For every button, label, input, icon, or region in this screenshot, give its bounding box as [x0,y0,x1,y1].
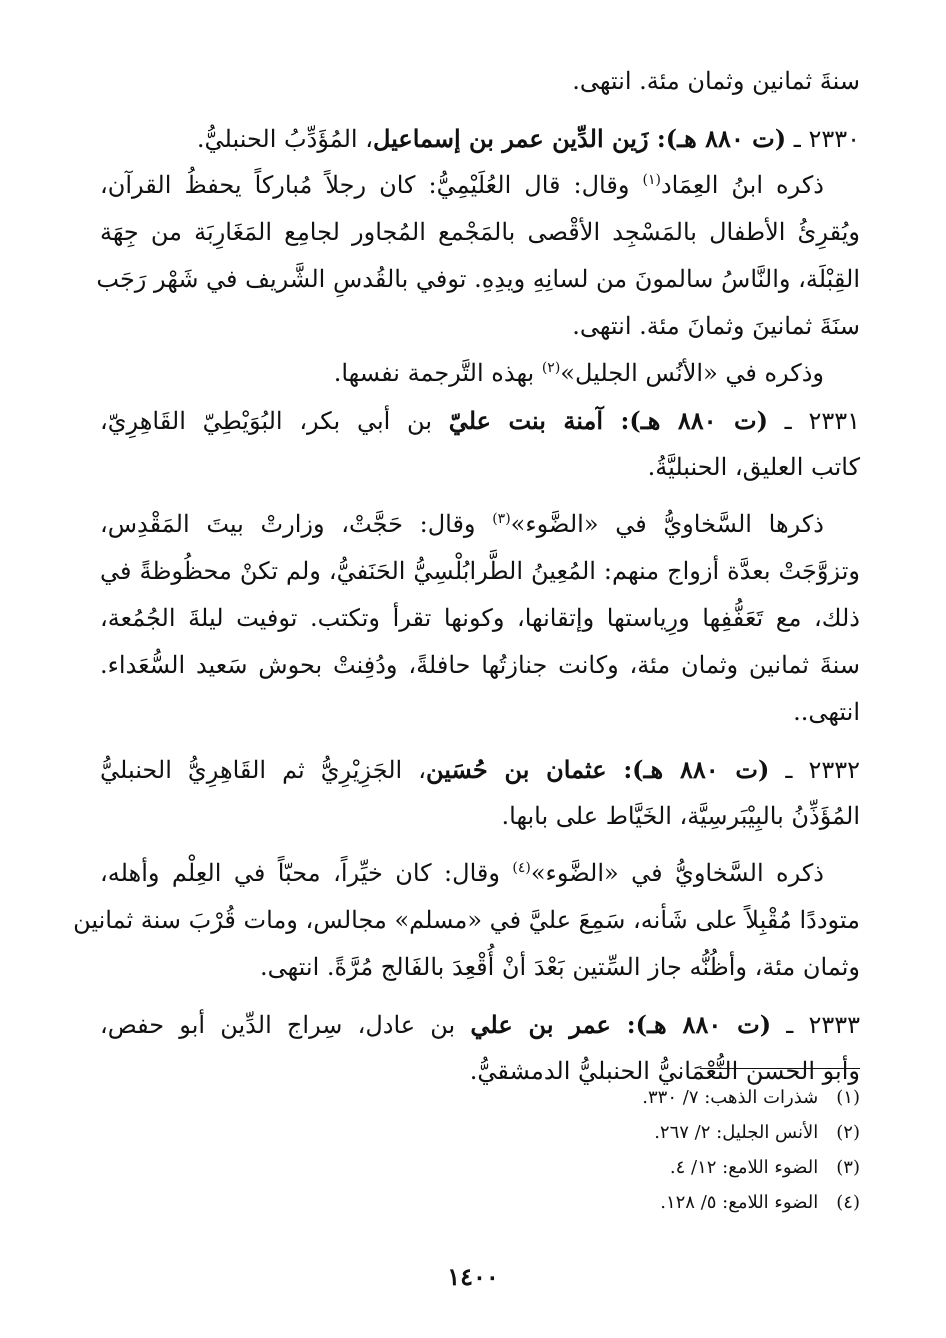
footnote-text: الضوء اللامع: ١٢/ ٤. [669,1157,819,1178]
text-line: وذكره في «الأنُس الجليل»$^{(٢)}$ بهذه التَّرجمة نفسها. [333,359,824,387]
entry-heading-2333: ٢٣٣٣ ـ (ت ٨٨٠ هـ): عمر بن علي بن عادل، سِراج الدِّين أبو حفص، [100,1010,861,1039]
text-line: ذكرها السَّخاويُّ في «الضَّوء»$^{(٣)}$ وقال: حَجَّتْ، وزارتْ بيتَ المَقْدِس، [100,510,824,538]
footnote-text: شذرات الذهب: ٧/ ٣٣٠. [642,1087,819,1108]
entry-heading-2331: ٢٣٣١ ـ (ت ٨٨٠ هـ): آمنة بنت عليّ بن أبي بكر، البُوَيْطِيّ القَاهِرِيّ، [100,406,860,435]
text-line: سنَةَ ثمانينَ وثمانَ مئة. انتهى. [572,312,860,340]
footnote-number: (٢) [836,1122,860,1143]
text-line: ذلك، مع تَعَفُّفِها ورِياستها وإتقانها، وكونها تقرأ وتكتب. توفيت ليلةَ الجُمُعة، [100,604,860,632]
entry-gap [100,840,860,850]
footnote-2 [360,1115,860,1150]
text-line: وأبو الحسن النُّعْمَانيُّ الحنبليُّ الدمشقيُّ. [469,1057,860,1085]
text-line: ذكره السَّخاويُّ في «الضَّوء»$^{(٤)}$ وقال: كان خيِّراً، محبّاً في العِلْم وأهله، [100,859,824,887]
footnote-number: (٤) [836,1192,860,1213]
footnote-4 [360,1185,860,1220]
text-line: وثمان مئة، وأظُنُّه جاز السِّتين بَعْدَ أنْ أُقْعِدَ بالفَالج مُرَّةً. انتهى. [259,953,860,981]
footnote-3 [360,1150,860,1185]
text-line: ذكره ابنُ العِمَاد$^{(١)}$ وقال: قال العُلَيْمِيُّ: كان رجلاً مُباركاً يحفظُ القرآن، [100,171,824,199]
entry-gap [100,491,860,501]
entry-gap [100,991,860,1001]
text-line: متوددًا مُقْبِلاً على شَأنه، سَمِعَ عليَّ في «مسلم» مجالس، ومات قُرْبَ سنة ثمانين [73,906,860,934]
footnote-number: (١) [836,1087,860,1108]
text-line: سنةَ ثمانين وثمان مئة، وكانت جنازتُها حافلةً، ودُفِنتْ بحوش سَعيد السُّعَداء. [100,651,860,679]
footnote-text: الأنس الجليل: ٢/ ٢٦٧. [654,1122,819,1143]
footnotes [360,1080,860,1220]
entry-heading-2332: ٢٣٣٢ ـ (ت ٨٨٠ هـ): عثمان بن حُسَين، الجَزِيْرِيُّ ثم القَاهِرِيُّ الحنبليُّ [100,755,861,784]
text-line: المُؤَذِّنُ بالبِيْبَرسِيَّة، الخَيَّاط على بابها. [501,802,860,830]
page-body [73,58,861,1095]
footnote-1 [360,1080,860,1115]
text-line: وتزوَّجَتْ بعدَّة أزواج منهم: المُعِينُ الطَّرابُلْسِيُّ الحَنَفيُّ، ولم تكنْ محظُوظةً في [100,557,860,585]
entry-gap [100,736,860,746]
footnote-number: (٣) [836,1157,860,1178]
text-line: انتهى.. [793,698,860,726]
text-line: كاتب العليق، الحنبليَّةُ. [647,453,860,481]
entry-gap [100,105,860,115]
page-number: ١٤٠٠ [447,1262,499,1291]
text-line: القِبْلَة، والنَّاسُ سالمونَ من لسانِهِ ويدِهِ. توفي بالقُدسِ الشَّريف في شَهْر رَجَب [96,265,860,293]
entry-heading-2330: ٢٣٣٠ ـ (ت ٨٨٠ هـ): زَين الدِّين عمر بن إسماعيل، المُؤَدِّبُ الحنبليُّ. [196,124,860,153]
footnote-divider [700,1068,860,1069]
text-line: ويُقرِئُ الأطفال بالمَسْجِد الأقْصى بالمَجْمع المُجاور لجامِع المَغَارِبَة من جِهَة [100,218,860,246]
footnote-text: الضوء اللامع: ٥/ ١٢٨. [660,1192,819,1213]
text-line: سنةَ ثمانين وثمان مئة. انتهى. [572,67,860,95]
